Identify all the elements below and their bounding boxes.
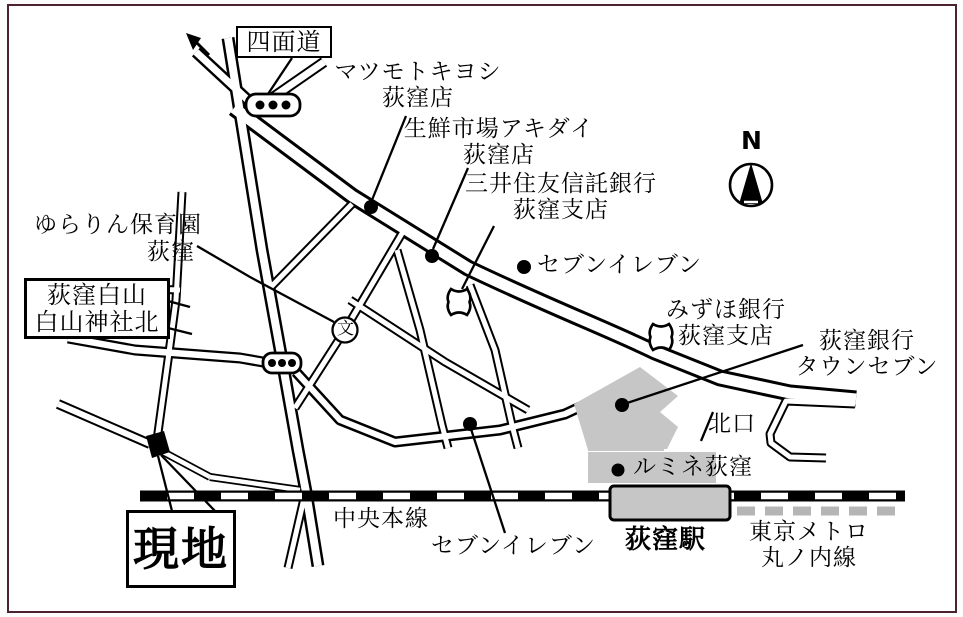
seven-south-leader: [470, 426, 505, 533]
label-ogikubo-bank-line1: 荻窪銀行: [819, 328, 915, 354]
lumine-dot: [612, 464, 625, 477]
label-akidai-line1: 生鮮市場アキダイ: [403, 116, 595, 142]
label-ogikubo-station: 荻窪駅: [625, 525, 707, 555]
label-akidai-line2: 荻窪店: [463, 141, 535, 168]
school-symbol-glyph: 文: [337, 319, 354, 339]
label-seven-eleven-north: セブンイレブン: [537, 252, 703, 278]
hakusan-box-line1: 荻窪白山: [47, 281, 147, 310]
label-matsukiyo-line1: マツモトキヨシ: [334, 59, 502, 85]
traffic-signal-icon-hakusan: [263, 353, 301, 373]
hakusan-box: [24, 278, 170, 339]
label-matsukiyo-line2: 荻窪店: [382, 84, 454, 111]
genchi-box-label: 現地: [133, 521, 229, 576]
seven-south-dot: [463, 417, 477, 431]
genchi-box: [126, 510, 236, 588]
compass-north-label: N: [741, 126, 762, 155]
bank-symbol-icon-smbc: [448, 289, 471, 315]
label-smbc-line2: 荻窪支店: [513, 196, 609, 223]
traffic-signal-icon-shimendo: [246, 94, 300, 116]
akidai-dot: [425, 249, 439, 263]
label-mizuho: [659, 297, 793, 349]
label-yurarin-line1: ゆらりん保育園: [34, 212, 202, 238]
label-matsukiyo: [323, 59, 513, 111]
label-metro-line2: 丸ノ内線: [761, 544, 857, 571]
hakusan-box-line2: 白山神社北: [34, 307, 160, 336]
label-smbc-line1: 三井住友信託銀行: [465, 171, 657, 197]
ogikubo-station-building: [610, 486, 730, 520]
lumine-building-upper: [588, 439, 664, 451]
town-seven-dot: [615, 398, 629, 412]
label-lumine: ルミネ荻窪: [633, 454, 753, 480]
shimendo-box-label: 四面道: [246, 27, 322, 56]
label-akidai: [396, 116, 602, 168]
label-chuo-line: 中央本線: [333, 506, 429, 532]
seven-north-dot: [517, 260, 531, 274]
matsukiyo-dot: [364, 200, 378, 214]
label-ogikubo-bank: [794, 328, 940, 380]
label-seven-eleven-south: セブンイレブン: [431, 533, 597, 559]
label-yurarin-line2: 荻窪: [147, 239, 195, 265]
label-mizuho-line1: みずほ銀行: [666, 297, 786, 323]
label-smbc-trust: [455, 171, 667, 223]
compass-icon: [730, 163, 772, 206]
label-mizuho-line2: 荻窪支店: [678, 322, 774, 349]
label-ogikubo-bank-line2: タウンセブン: [795, 353, 939, 380]
label-metro-line1: 東京メトロ: [749, 519, 869, 545]
shimendo-box: [236, 26, 332, 58]
label-kitaguchi: 北口: [708, 411, 756, 437]
label-metro: [741, 519, 877, 571]
